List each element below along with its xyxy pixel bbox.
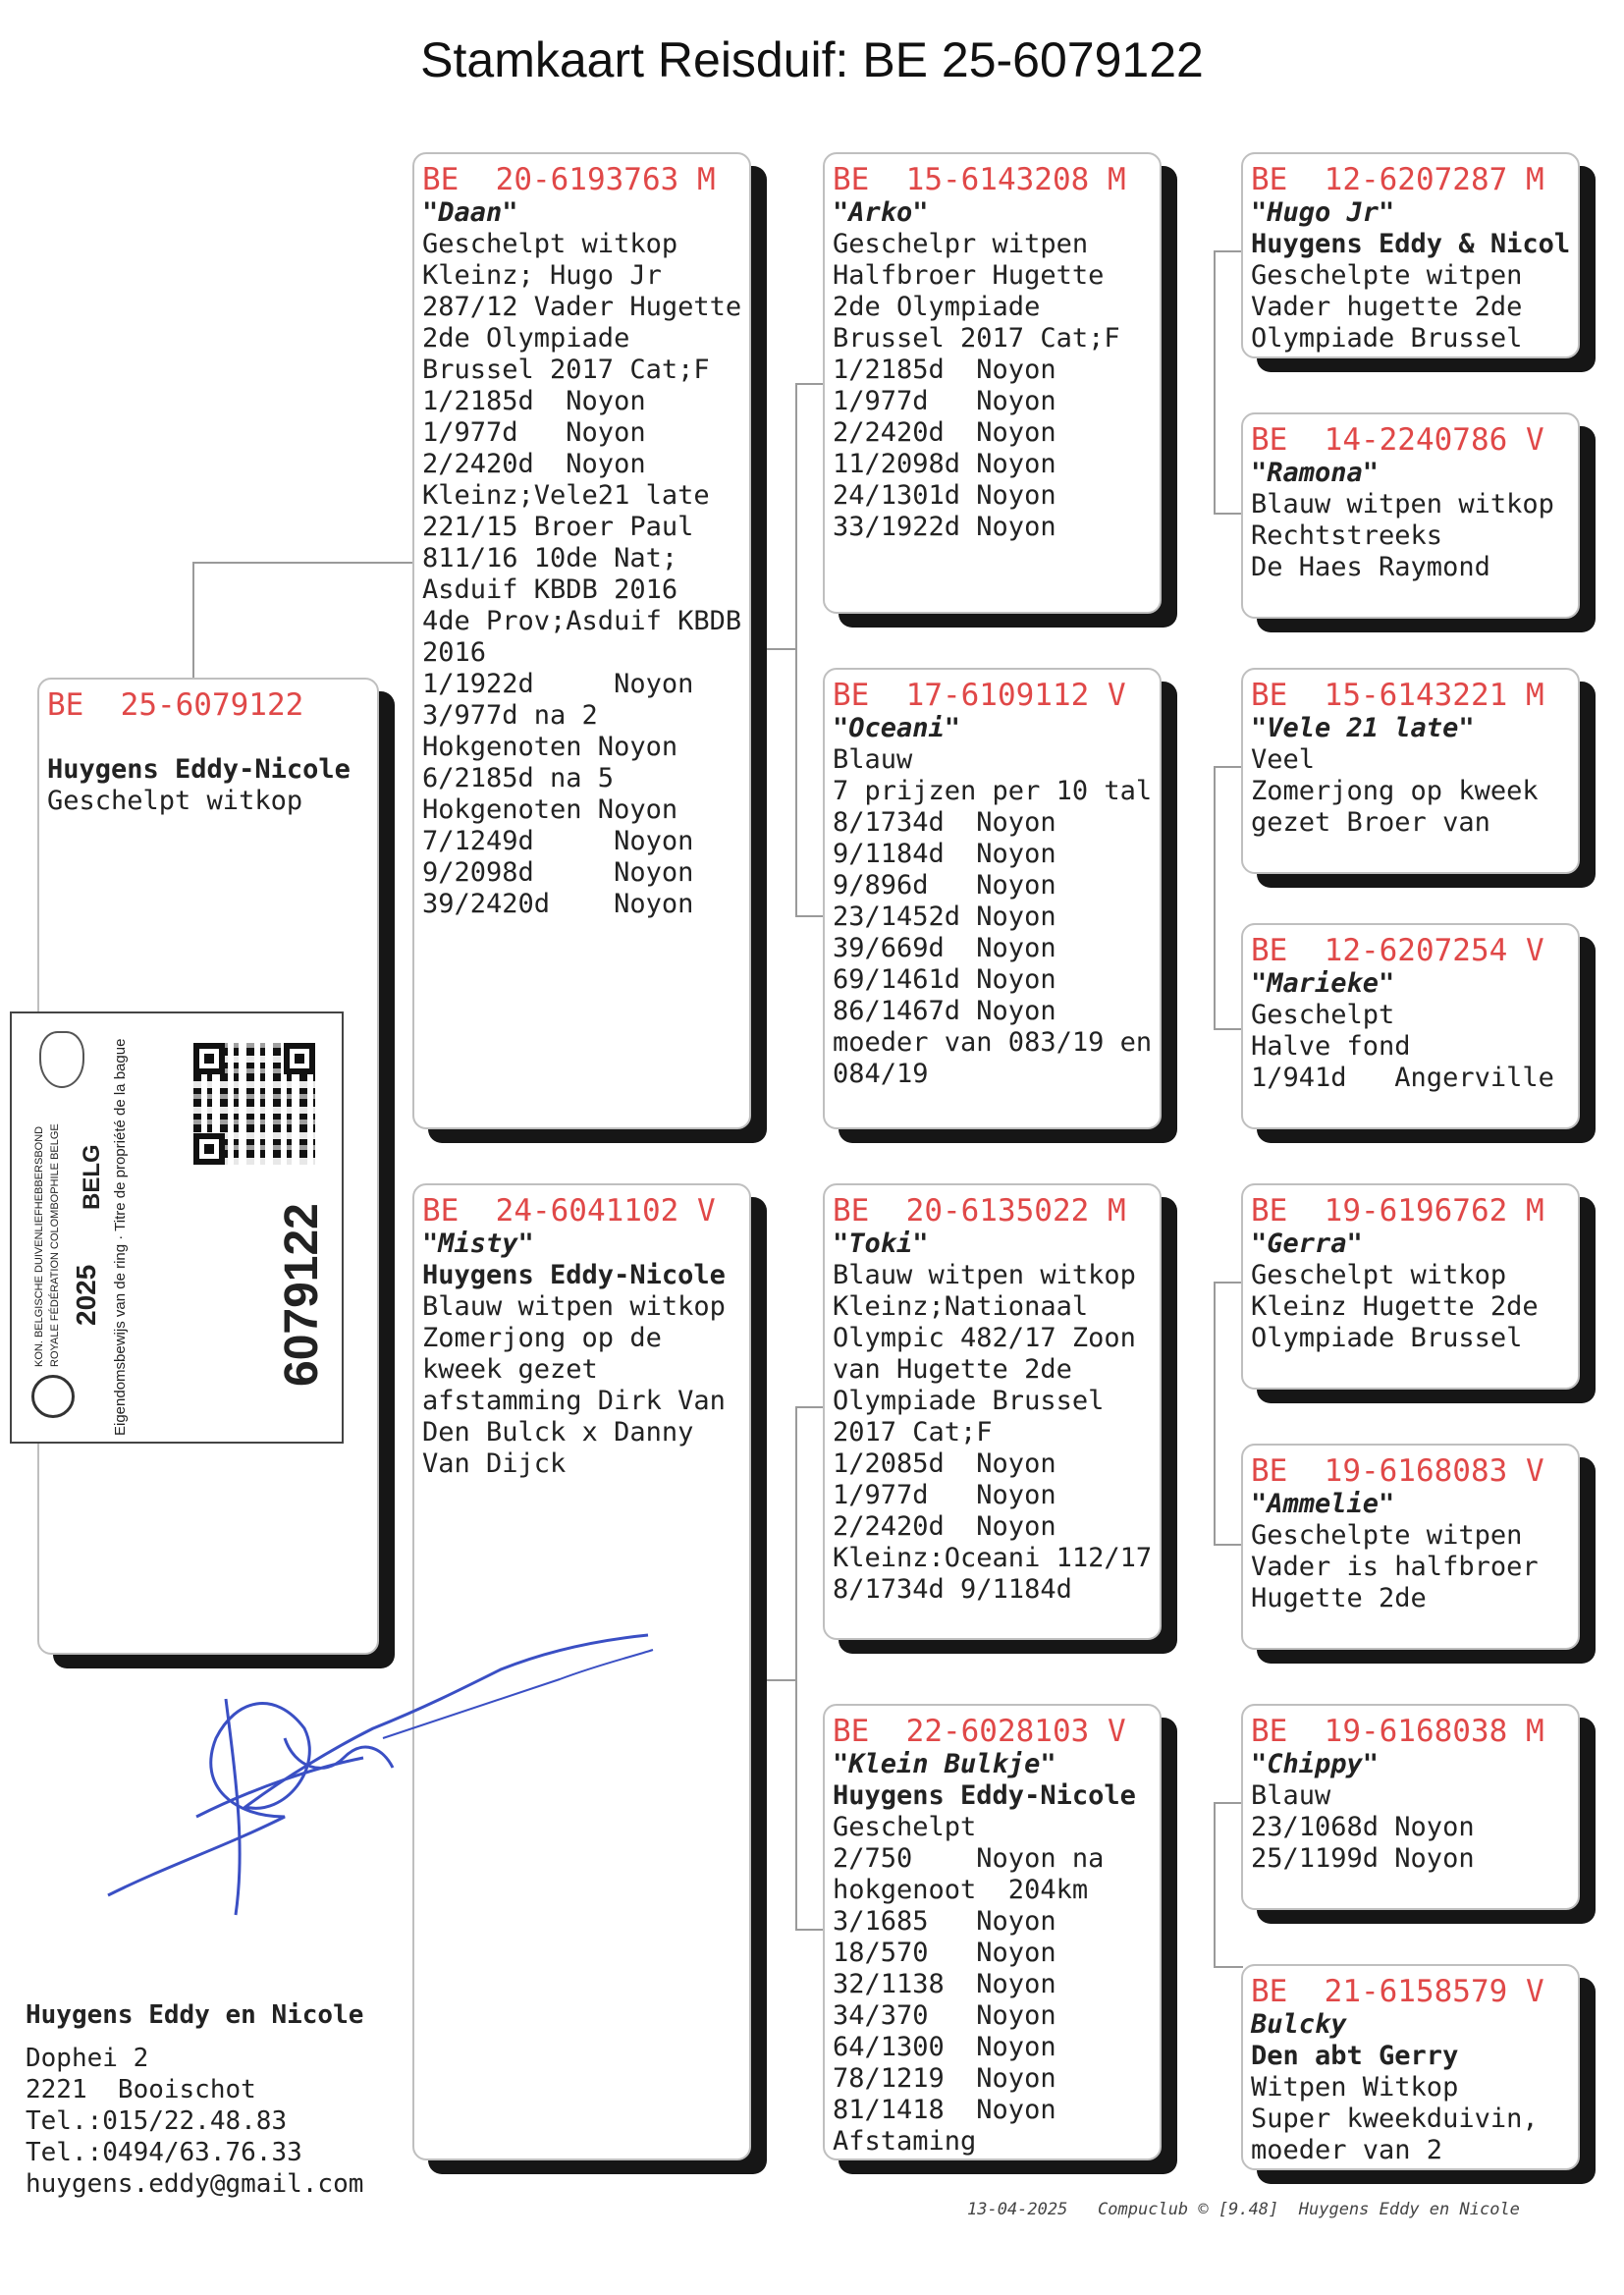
dss-line: Geschelpt witkop <box>1251 1260 1507 1290</box>
sire-sire-line: 1/2185d Noyon <box>833 355 1056 385</box>
sdd-name: "Marieke" <box>1251 968 1395 999</box>
footer-email[interactable]: huygens.eddy@gmail.com <box>26 2169 364 2199</box>
sire-sire-line: 1/977d Noyon <box>833 386 1056 416</box>
connector-line <box>761 1679 795 1681</box>
dam-sire-line: 1/977d Noyon <box>833 1480 1056 1510</box>
ddd-name: Bulcky <box>1251 2009 1347 2040</box>
ssd-name: "Ramona" <box>1251 458 1380 488</box>
sire-line: 1/2185d Noyon <box>422 386 646 416</box>
crest-emblem <box>39 1031 84 1088</box>
dsd-line: Vader is halfbroer <box>1251 1552 1539 1582</box>
sds-line: gezet Broer van <box>1251 807 1490 838</box>
sire-sire-line: Brussel 2017 Cat;F <box>833 323 1120 354</box>
sire-dam-line: moeder van 083/19 en <box>833 1027 1153 1058</box>
sire-line: 811/16 10de Nat; <box>422 543 678 574</box>
ddd-owner: Den abt Gerry <box>1251 2041 1459 2071</box>
subject-desc: Geschelpt witkop <box>47 786 303 816</box>
sire-line: 6/2185d na 5 <box>422 763 615 793</box>
dam-line: kweek gezet <box>422 1354 598 1385</box>
sire-dam-line: 9/896d Noyon <box>833 870 1056 901</box>
dss-ring: BE 19-6196762 M <box>1251 1193 1544 1229</box>
dam-sire-line: Blauw witpen witkop <box>833 1260 1136 1290</box>
dsd-line: Geschelpte witpen <box>1251 1520 1523 1551</box>
dam-sire-line: van Hugette 2de <box>833 1354 1072 1385</box>
sire-line: 2de Olympiade <box>422 323 630 354</box>
sire-dam-line: 39/669d Noyon <box>833 933 1056 963</box>
ddd-line: moeder van 2 <box>1251 2135 1443 2165</box>
federation-logo <box>31 1375 75 1418</box>
sdd-line: Geschelpt <box>1251 1000 1395 1030</box>
sire-line: Asduif KBDB 2016 <box>422 574 678 605</box>
sire-line: Kleinz; Hugo Jr <box>422 260 662 291</box>
sire-name: "Daan" <box>422 197 518 228</box>
dam-dam-line: Afstaming <box>833 2126 977 2157</box>
footer-street: Dophei 2 <box>26 2044 149 2073</box>
dds-line: Blauw <box>1251 1780 1331 1811</box>
sire-sire-line: 24/1301d Noyon <box>833 480 1056 511</box>
dam-sire-line: 2017 Cat;F <box>833 1417 993 1448</box>
sire-dam-line: 69/1461d Noyon <box>833 964 1056 995</box>
dds-card <box>1241 1704 1580 1910</box>
sire-dam-line: Blauw <box>833 744 913 775</box>
sdd-ring: BE 12-6207254 V <box>1251 933 1544 968</box>
ddd-ring: BE 21-6158579 V <box>1251 1974 1544 2009</box>
tag-year: 2025 <box>71 1264 101 1326</box>
footer-tel2: Tel.:0494/63.76.33 <box>26 2138 302 2167</box>
sire-ring: BE 20-6193763 M <box>422 162 716 197</box>
sire-sire-card <box>823 152 1162 614</box>
sire-line: 3/977d na 2 <box>422 700 598 731</box>
sire-dam-line: 7 prijzen per 10 tal <box>833 776 1153 806</box>
ssd-line: Blauw witpen witkop <box>1251 489 1554 519</box>
sds-card <box>1241 668 1580 874</box>
sire-line: 1/1922d Noyon <box>422 669 694 699</box>
sds-ring: BE 15-6143221 M <box>1251 678 1544 713</box>
sire-line: 9/2098d Noyon <box>422 857 694 888</box>
sire-dam-name: "Oceani" <box>833 713 961 743</box>
dds-name: "Chippy" <box>1251 1749 1380 1779</box>
dss-card <box>1241 1183 1580 1390</box>
dam-sire-line: Kleinz;Nationaal <box>833 1291 1089 1322</box>
sire-line: 2016 <box>422 637 487 668</box>
footer-name: Huygens Eddy en Nicole <box>26 2000 364 2030</box>
page-title: Stamkaart Reisduif: BE 25-6079122 <box>420 32 1204 87</box>
dam-ring: BE 24-6041102 V <box>422 1193 716 1229</box>
sds-line: Veel <box>1251 744 1316 775</box>
sire-dam-line: 8/1734d Noyon <box>833 807 1056 838</box>
sdd-line: Halve fond <box>1251 1031 1411 1062</box>
dds-line: 23/1068d Noyon <box>1251 1812 1475 1842</box>
dam-line: Zomerjong op de <box>422 1323 662 1353</box>
sss-line: Vader hugette 2de <box>1251 292 1523 322</box>
sire-sire-line: 2/2420d Noyon <box>833 417 1056 448</box>
sss-ring: BE 12-6207287 M <box>1251 162 1544 197</box>
sire-sire-line: Halfbroer Hugette <box>833 260 1105 291</box>
dam-sire-line: 8/1734d 9/1184d <box>833 1574 1072 1605</box>
sire-line: Kleinz;Vele21 late <box>422 480 710 511</box>
dam-sire-line: Olympiade Brussel <box>833 1386 1105 1416</box>
tag-country: BELG <box>79 1144 105 1210</box>
dsd-name: "Ammelie" <box>1251 1489 1395 1519</box>
dam-sire-name: "Toki" <box>833 1229 929 1259</box>
sire-line: 7/1249d Noyon <box>422 826 694 856</box>
connector-line <box>761 648 795 650</box>
ring-ownership-card <box>10 1011 344 1444</box>
ssd-line: De Haes Raymond <box>1251 552 1490 582</box>
dam-dam-line: 2/750 Noyon na <box>833 1843 1105 1874</box>
dam-dam-line: Geschelpt <box>833 1812 977 1842</box>
dam-owner: Huygens Eddy-Nicole <box>422 1260 726 1290</box>
sire-sire-line: 2de Olympiade <box>833 292 1041 322</box>
dam-dam-line: 34/370 Noyon <box>833 2000 1056 2031</box>
sire-line: 287/12 Vader Hugette <box>422 292 742 322</box>
tag-federation-fr: ROYALE FÉDÉRATION COLOMBOPHILE BELGE <box>49 1123 61 1367</box>
owner-address-block <box>26 1999 363 2200</box>
connector-line <box>1214 250 1243 515</box>
dam-line: Van Dijck <box>422 1448 567 1479</box>
qr-code <box>193 1043 315 1165</box>
ddd-card <box>1241 1964 1580 2170</box>
sire-dam-line: 86/1467d Noyon <box>833 996 1056 1026</box>
dam-dam-line: 81/1418 Noyon <box>833 2095 1056 2125</box>
subject-ring: BE 25-6079122 <box>47 687 304 723</box>
dam-line: afstamming Dirk Van <box>422 1386 726 1416</box>
dam-dam-line: 64/1300 Noyon <box>833 2032 1056 2062</box>
dam-sire-line: Olympic 482/17 Zoon <box>833 1323 1136 1353</box>
ddd-line: Super kweekduivin, <box>1251 2104 1539 2134</box>
footer-city: 2221 Booischot <box>26 2075 256 2104</box>
sss-owner: Huygens Eddy & Nicol <box>1251 229 1571 259</box>
connector-line <box>795 383 825 917</box>
dam-sire-line: Kleinz:Oceani 112/17 <box>833 1543 1153 1573</box>
dss-line: Kleinz Hugette 2de <box>1251 1291 1539 1322</box>
dsd-card <box>1241 1444 1580 1650</box>
tag-federation-nl: KON. BELGISCHE DUIVENLIEFHEBBERSBOND <box>33 1125 45 1367</box>
sire-line: Hokgenoten Noyon <box>422 732 678 762</box>
dam-dam-ring: BE 22-6028103 V <box>833 1714 1126 1749</box>
dds-ring: BE 19-6168038 M <box>1251 1714 1544 1749</box>
sire-line: Hokgenoten Noyon <box>422 794 678 825</box>
print-line: 13-04-2025 Compuclub © [9.48] Huygens Eddy en Nicole <box>967 2200 1520 2219</box>
sire-sire-line: Geschelpr witpen <box>833 229 1089 259</box>
dsd-line: Hugette 2de <box>1251 1583 1427 1613</box>
sire-sire-name: "Arko" <box>833 197 929 228</box>
dam-sire-line: 1/2085d Noyon <box>833 1448 1056 1479</box>
dam-dam-card <box>823 1704 1162 2160</box>
sire-line: 39/2420d Noyon <box>422 889 694 919</box>
footer-tel1: Tel.:015/22.48.83 <box>26 2106 288 2136</box>
subject-owner: Huygens Eddy-Nicole <box>47 754 351 785</box>
sdd-line: 1/941d Angerville <box>1251 1063 1554 1093</box>
dam-sire-line: 2/2420d Noyon <box>833 1511 1056 1542</box>
dss-name: "Gerra" <box>1251 1229 1363 1259</box>
sire-dam-line: 084/19 <box>833 1059 929 1089</box>
signature <box>88 1620 668 1935</box>
sire-dam-ring: BE 17-6109112 V <box>833 678 1126 713</box>
sdd-card <box>1241 923 1580 1129</box>
sire-sire-ring: BE 15-6143208 M <box>833 162 1126 197</box>
dam-line: Den Bulck x Danny <box>422 1417 694 1448</box>
ddd-line: Witpen Witkop <box>1251 2072 1459 2103</box>
sds-name: "Vele 21 late" <box>1251 713 1475 743</box>
ssd-card <box>1241 412 1580 619</box>
dam-line: Blauw witpen witkop <box>422 1291 726 1322</box>
sire-line: 2/2420d Noyon <box>422 449 646 479</box>
dam-sire-card <box>823 1183 1162 1640</box>
connector-line <box>1214 1802 1243 1968</box>
sire-line: 221/15 Broer Paul <box>422 512 694 542</box>
dam-name: "Misty" <box>422 1229 534 1259</box>
tag-ring-number: 6079122 <box>276 1203 328 1387</box>
sire-line: 4de Prov;Asduif KBDB <box>422 606 742 636</box>
sire-card <box>412 152 751 1129</box>
sss-name: "Hugo Jr" <box>1251 197 1395 228</box>
dam-dam-name: "Klein Bulkje" <box>833 1749 1056 1779</box>
sire-sire-line: 11/2098d Noyon <box>833 449 1056 479</box>
dds-line: 25/1199d Noyon <box>1251 1843 1475 1874</box>
connector-line <box>1214 1282 1243 1546</box>
dam-dam-line: 3/1685 Noyon <box>833 1906 1056 1937</box>
sss-line: Olympiade Brussel <box>1251 323 1523 354</box>
sire-line: Brussel 2017 Cat;F <box>422 355 710 385</box>
sire-line: Geschelpt witkop <box>422 229 678 259</box>
sds-line: Zomerjong op kweek <box>1251 776 1539 806</box>
connector-line <box>1214 766 1243 1030</box>
sss-card <box>1241 152 1580 358</box>
sire-line: 1/977d Noyon <box>422 417 646 448</box>
dam-dam-line: 78/1219 Noyon <box>833 2063 1056 2094</box>
connector-line <box>795 1406 825 1931</box>
dam-sire-ring: BE 20-6135022 M <box>833 1193 1126 1229</box>
sss-line: Geschelpte witpen <box>1251 260 1523 291</box>
sire-sire-line: 33/1922d Noyon <box>833 512 1056 542</box>
sire-dam-card <box>823 668 1162 1129</box>
dsd-ring: BE 19-6168083 V <box>1251 1453 1544 1489</box>
dam-dam-line: 18/570 Noyon <box>833 1938 1056 1968</box>
sire-dam-line: 23/1452d Noyon <box>833 902 1056 932</box>
sire-dam-line: 9/1184d Noyon <box>833 839 1056 869</box>
dam-dam-line: 32/1138 Noyon <box>833 1969 1056 1999</box>
ssd-line: Rechtstreeks <box>1251 520 1443 551</box>
ssd-ring: BE 14-2240786 V <box>1251 422 1544 458</box>
connector-line <box>192 562 414 683</box>
tag-ownership-text: Eigendomsbewijs van de ring · Titre de propriété de la bague <box>112 1038 129 1436</box>
dss-line: Olympiade Brussel <box>1251 1323 1523 1353</box>
dam-dam-owner: Huygens Eddy-Nicole <box>833 1780 1136 1811</box>
dam-dam-line: hokgenoot 204km <box>833 1875 1089 1905</box>
